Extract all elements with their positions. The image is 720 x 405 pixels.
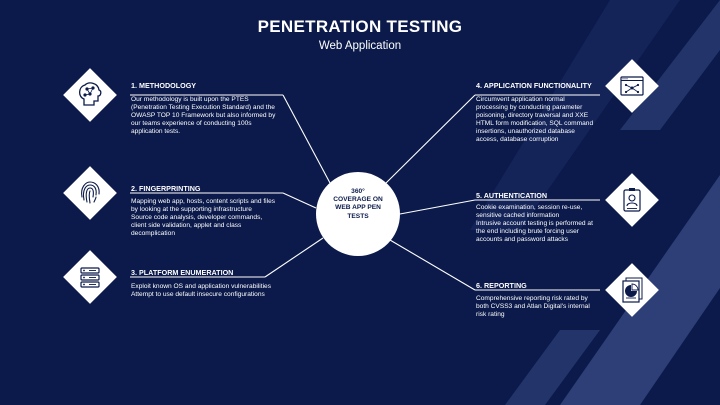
brain-network-icon — [70, 75, 110, 115]
connector-line — [386, 95, 475, 183]
browser-network-icon — [612, 66, 652, 106]
section-body-text: Cookie examination, session re-use, sensitive cached information — [476, 204, 583, 219]
section-body-text: Circumvent application normal processing by conducting parameter poisoning, directory traversal and XXE — [476, 96, 589, 119]
connector-line — [390, 240, 475, 290]
id-badge-icon — [612, 180, 652, 220]
section-body-text: Mapping web app, hosts, content scripts and files by looking at the supporting infrastructure — [131, 198, 276, 213]
center-label-line: TESTS — [347, 212, 369, 220]
section-heading-application-functionality: 4. APPLICATION FUNCTIONALITY — [476, 81, 592, 90]
connector-line — [283, 193, 316, 208]
section-heading-fingerprinting: 2. FINGERPRINTING — [131, 184, 201, 193]
section-body-text: Our methodology is built upon the PTES (Penetration Testing Execution Standard) and the OWASP TOP 10 Framework but also informed by our teams experience of conducting 100s application tests. — [131, 96, 276, 135]
section-body-text: Exploit known OS and application vulnerabilities — [131, 283, 272, 290]
section-body-text: Attempt to use default insecure configurations — [131, 290, 265, 298]
center-label — [320, 188, 396, 221]
connector-line — [283, 95, 330, 183]
center-label-line: WEB APP PEN — [335, 204, 381, 212]
server-stack-icon — [70, 257, 110, 297]
section-body-platform-enumeration — [131, 283, 276, 299]
section-body-text: Source code analysis, developer commands, client side validation, applet and class decomplication — [131, 213, 263, 237]
section-body-authentication — [476, 204, 598, 244]
section-heading-reporting: 6. REPORTING — [476, 281, 527, 290]
section-body-text: Intrusive account testing is performed at the end including brute forcing user accounts and password attacks — [476, 219, 593, 243]
report-chart-icon — [612, 270, 652, 310]
center-label-line: COVERAGE ON — [333, 196, 383, 204]
section-body-text: HTML form modification, SQL command insertions, unauthorized database access, database corruption — [476, 119, 594, 143]
section-body-application-functionality — [476, 96, 594, 143]
section-body-reporting — [476, 295, 601, 319]
connector-line — [265, 238, 323, 277]
connector-line — [400, 200, 475, 214]
page-subtitle: Web Application — [318, 40, 402, 52]
page-title: PENETRATION TESTING — [257, 17, 463, 36]
section-heading-platform-enumeration: 3. PLATFORM ENUMERATION — [131, 268, 234, 277]
section-body-methodology — [131, 96, 276, 136]
section-heading-methodology: 1. METHODOLOGY — [131, 81, 197, 90]
section-heading-authentication: 5. AUTHENTICATION — [476, 191, 548, 200]
center-label-line: 360° — [351, 188, 365, 195]
section-body-text: Comprehensive reporting risk rated by both CVSS3 and Atlan Digital's internal risk rating — [476, 295, 590, 318]
fingerprint-icon — [70, 173, 110, 213]
section-body-fingerprinting — [131, 198, 276, 238]
